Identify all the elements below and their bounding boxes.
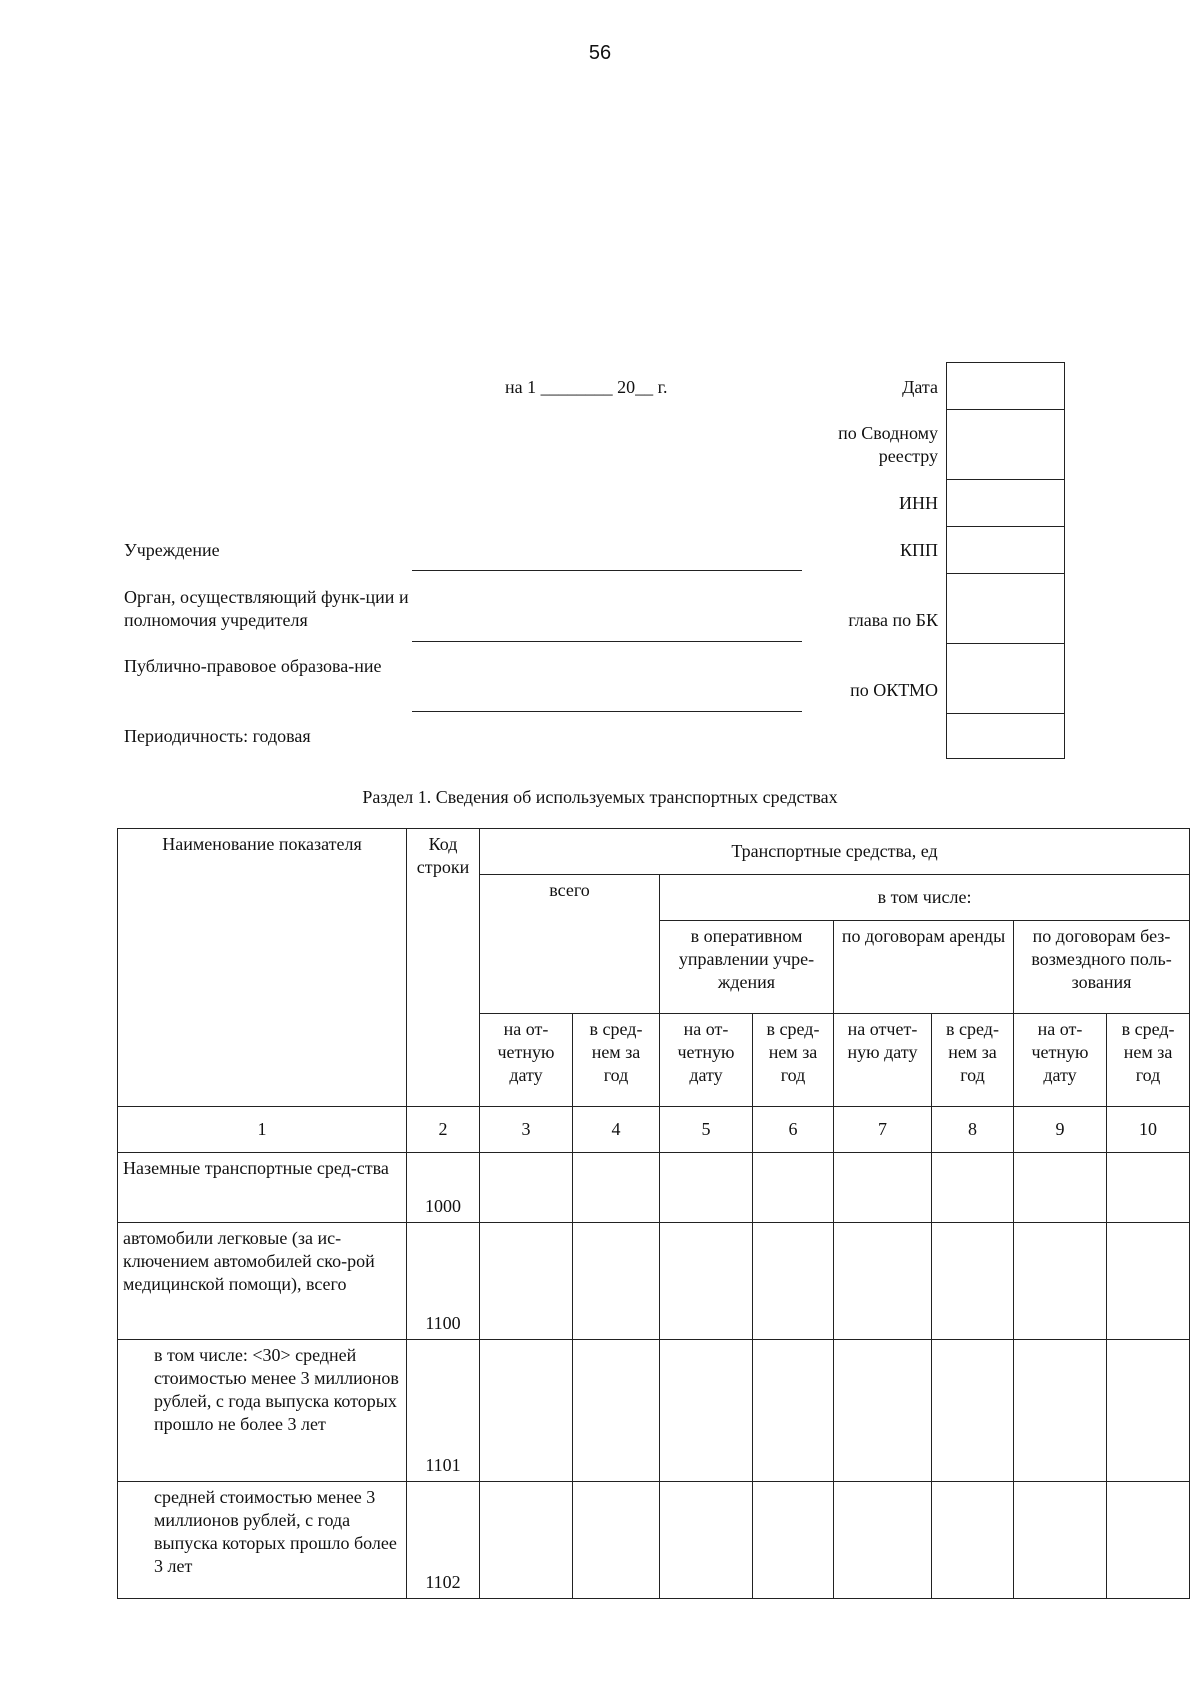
label-oktmo: по ОКТМО: [850, 680, 938, 700]
label-public-entity: Публично-правовое образова-ние: [124, 656, 382, 676]
data-cell[interactable]: [660, 1482, 753, 1599]
data-cell[interactable]: [660, 1340, 753, 1482]
data-cell[interactable]: [753, 1340, 834, 1482]
section-title: Раздел 1. Сведения об используемых транспортных средствах: [362, 787, 838, 807]
table-row: [118, 1153, 1190, 1223]
col-number: 7: [834, 1107, 932, 1153]
data-cell[interactable]: [834, 1340, 932, 1482]
data-cell[interactable]: [480, 1153, 573, 1223]
subheader-c5: на от-четную дату: [660, 1014, 753, 1107]
row-name: средней стоимостью менее 3 миллионов рублей, с года выпуска которых прошло более 3 лет: [118, 1482, 407, 1599]
subheader-c6: в сред-нем за год: [753, 1014, 834, 1107]
founder-organ-input-line[interactable]: [412, 641, 802, 642]
data-cell[interactable]: [480, 1482, 573, 1599]
subheader-c8: в сред-нем за год: [932, 1014, 1014, 1107]
data-cell[interactable]: [573, 1223, 660, 1340]
col-number: 2: [407, 1107, 480, 1153]
header-lease: по договорам аренды: [834, 921, 1014, 1014]
row-code: 1100: [407, 1223, 480, 1340]
data-cell[interactable]: [932, 1482, 1014, 1599]
data-cell[interactable]: [932, 1340, 1014, 1482]
data-cell[interactable]: [660, 1223, 753, 1340]
header-free-use: по договорам без-возмездного поль-зования: [1014, 921, 1190, 1014]
col-number: 10: [1107, 1107, 1190, 1153]
row-code: 1102: [407, 1482, 480, 1599]
data-cell[interactable]: [753, 1223, 834, 1340]
data-cell[interactable]: [1014, 1482, 1107, 1599]
col-number: 9: [1014, 1107, 1107, 1153]
data-cell[interactable]: [480, 1223, 573, 1340]
data-cell[interactable]: [834, 1482, 932, 1599]
svod-reestr-code-cell[interactable]: [947, 410, 1064, 480]
data-cell[interactable]: [932, 1223, 1014, 1340]
subheader-c10: в сред-нем за год: [1107, 1014, 1190, 1107]
data-cell[interactable]: [480, 1340, 573, 1482]
data-cell[interactable]: [932, 1153, 1014, 1223]
subheader-c4: в сред-нем за год: [573, 1014, 660, 1107]
page-number: 56: [588, 42, 612, 64]
institution-input-line[interactable]: [412, 570, 802, 571]
oktmo-code-cell[interactable]: [947, 644, 1064, 714]
subheader-c7: на отчет-ную дату: [834, 1014, 932, 1107]
header-indicator-name: Наименование показателя: [118, 829, 407, 1107]
data-cell[interactable]: [753, 1482, 834, 1599]
table-row: [118, 1340, 1190, 1482]
col-number: 1: [118, 1107, 407, 1153]
table-row: [118, 1482, 1190, 1599]
glava-bk-code-cell[interactable]: [947, 574, 1064, 644]
col-number: 8: [932, 1107, 1014, 1153]
header-including: в том числе:: [660, 875, 1190, 921]
codes-box: [946, 362, 1065, 759]
header-transport: Транспортные средства, ед: [480, 829, 1190, 875]
row-code: 1000: [407, 1153, 480, 1223]
data-cell[interactable]: [573, 1153, 660, 1223]
row-name: Наземные транспортные сред-ства: [118, 1153, 407, 1223]
header-row-code: Код строки: [407, 829, 480, 1107]
label-periodicity: Периодичность: годовая: [124, 726, 311, 746]
subheader-c9: на от-четную дату: [1014, 1014, 1107, 1107]
col-number: 6: [753, 1107, 834, 1153]
row-code: 1101: [407, 1340, 480, 1482]
data-cell[interactable]: [1014, 1153, 1107, 1223]
subheader-c3: на от-четную дату: [480, 1014, 573, 1107]
label-institution: Учреждение: [124, 540, 220, 560]
label-founder-organ: Орган, осуществляющий функ-ции и полномочия учредителя: [124, 587, 409, 630]
data-cell[interactable]: [834, 1223, 932, 1340]
label-glava-bk: глава по БК: [848, 610, 938, 630]
data-cell[interactable]: [834, 1153, 932, 1223]
data-cell[interactable]: [573, 1482, 660, 1599]
report-date-line: на 1 ________ 20__ г.: [505, 377, 668, 397]
kpp-code-cell[interactable]: [947, 527, 1064, 574]
data-cell[interactable]: [1014, 1223, 1107, 1340]
data-cell[interactable]: [573, 1340, 660, 1482]
data-cell[interactable]: [1107, 1223, 1190, 1340]
inn-code-cell[interactable]: [947, 480, 1064, 527]
label-kpp: КПП: [899, 540, 938, 560]
data-cell[interactable]: [1107, 1482, 1190, 1599]
header-operative: в оперативном управлении учре-ждения: [660, 921, 834, 1014]
row-name: в том числе: <30> средней стоимостью менее 3 миллионов рублей, с года выпуска которых прошло не более 3 лет: [118, 1340, 407, 1482]
label-inn: ИНН: [899, 493, 938, 513]
row-name: автомобили легковые (за ис-ключением автомобилей ско-рой медицинской помощи), всего: [118, 1223, 407, 1340]
header-total: всего: [480, 875, 660, 1014]
table-row: [118, 1223, 1190, 1340]
data-cell[interactable]: [1014, 1340, 1107, 1482]
label-svod-reestr: по Сводному реестру: [838, 423, 938, 466]
col-number: 4: [573, 1107, 660, 1153]
col-number: 3: [480, 1107, 573, 1153]
date-code-cell[interactable]: [947, 363, 1064, 410]
transport-table: [117, 828, 1190, 1599]
label-date: Дата: [902, 377, 938, 397]
periodicity-code-cell[interactable]: [947, 714, 1064, 759]
data-cell[interactable]: [1107, 1153, 1190, 1223]
data-cell[interactable]: [1107, 1340, 1190, 1482]
col-number: 5: [660, 1107, 753, 1153]
data-cell[interactable]: [753, 1153, 834, 1223]
data-cell[interactable]: [660, 1153, 753, 1223]
public-entity-input-line[interactable]: [412, 711, 802, 712]
